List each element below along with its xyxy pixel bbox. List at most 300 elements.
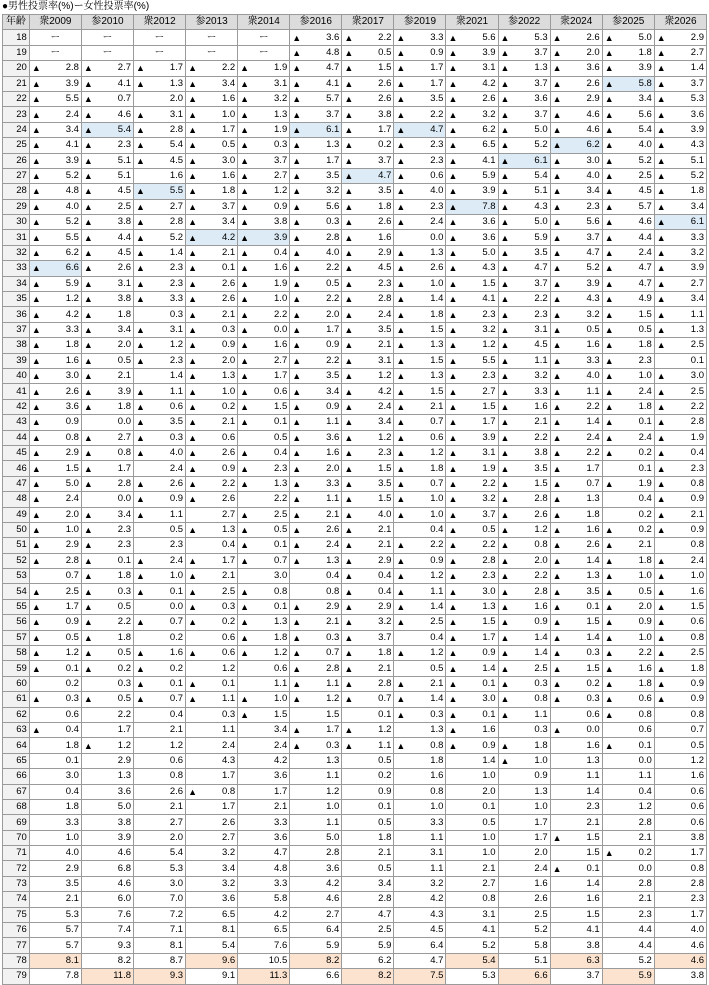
negative-marker: ▲ (604, 478, 614, 489)
cell-number: 1.5 (586, 616, 600, 628)
negative-marker: ▲ (396, 555, 406, 566)
value-cell (550, 292, 602, 307)
negative-marker: ▲ (552, 401, 562, 412)
cell-number: 1.9 (482, 462, 496, 474)
value-cell: 4.7 (238, 846, 290, 861)
value-cell: 8.1 (29, 953, 81, 968)
value-cell (134, 661, 186, 676)
negative-marker: ▲ (240, 509, 250, 520)
negative-marker: ▲ (344, 678, 354, 689)
table-row (3, 569, 707, 584)
value-cell (654, 461, 706, 476)
value-cell (498, 753, 550, 768)
value-cell (498, 322, 550, 337)
cell-number: 1.1 (378, 739, 392, 751)
negative-marker: ▲ (656, 294, 666, 305)
table-row (3, 384, 707, 399)
negative-marker: ▲ (292, 217, 302, 228)
value-cell: 2.2 (238, 492, 290, 507)
value-cell: 4.1 (446, 923, 498, 938)
negative-marker: ▲ (552, 32, 562, 43)
negative-marker: ▲ (31, 617, 41, 628)
negative-marker: ▲ (344, 186, 354, 197)
cell-number: 4.6 (586, 123, 600, 135)
value-cell (342, 492, 394, 507)
cell-number: 1.3 (274, 477, 288, 489)
cell-number: 3.7 (274, 154, 288, 166)
cell-number: 0.9 (430, 46, 444, 58)
cell-number: 2.3 (534, 308, 548, 320)
negative-marker: ▲ (500, 432, 510, 443)
value-cell (498, 107, 550, 122)
value-cell (550, 692, 602, 707)
value-cell (654, 661, 706, 676)
cell-number: 1.0 (534, 754, 548, 766)
value-cell (81, 153, 133, 168)
negative-marker: ▲ (604, 94, 614, 105)
cell-number: 0.6 (638, 693, 652, 705)
cell-number: 1.6 (534, 601, 548, 613)
negative-marker: ▲ (136, 63, 145, 74)
cell-number: 3.9 (65, 154, 79, 166)
negative-marker: ▲ (656, 678, 666, 689)
value-cell: 0.1 (654, 353, 706, 368)
negative-marker: ▲ (344, 140, 354, 151)
cell-number: 5.7 (326, 93, 340, 105)
cell-number: 3.2 (586, 308, 600, 320)
value-cell: ー (186, 45, 238, 60)
cell-number: 2.4 (430, 216, 444, 228)
header-cell: 衆2014 (238, 15, 290, 30)
negative-marker: ▲ (240, 94, 250, 105)
negative-marker: ▲ (344, 386, 354, 397)
negative-marker: ▲ (552, 632, 562, 643)
negative-marker: ▲ (240, 401, 250, 412)
value-cell: 4.6 (81, 876, 133, 891)
cell-number: 1.4 (534, 647, 548, 659)
cell-number: 2.0 (221, 354, 236, 366)
cell-number: 5.5 (482, 354, 496, 366)
cell-number: 0.6 (690, 616, 704, 628)
negative-marker: ▲ (448, 540, 458, 551)
negative-marker: ▲ (604, 309, 614, 320)
cell-number: 1.1 (586, 385, 600, 397)
negative-marker: ▲ (656, 217, 666, 228)
value-cell (342, 261, 394, 276)
cell-number: 1.5 (378, 493, 392, 505)
cell-number: 2.8 (326, 662, 340, 674)
negative-marker: ▲ (292, 525, 302, 536)
cell-number: 2.3 (274, 462, 288, 474)
cell-number: 2.7 (690, 277, 704, 289)
cell-number: 1.4 (430, 601, 444, 613)
cell-number: 2.6 (534, 508, 548, 520)
value-cell (446, 153, 498, 168)
value-cell (602, 599, 654, 614)
cell-number: 0.8 (690, 631, 704, 643)
cell-number: 1.9 (274, 123, 288, 135)
value-cell (654, 276, 706, 291)
negative-marker: ▲ (344, 32, 354, 43)
value-cell: 2.4 (186, 738, 238, 753)
negative-marker: ▲ (604, 617, 614, 628)
negative-marker: ▲ (240, 325, 250, 335)
value-cell (186, 676, 238, 691)
age-cell: 51 (3, 538, 30, 553)
cell-number: 1.8 (638, 677, 652, 689)
value-cell: 1.2 (602, 799, 654, 814)
negative-marker: ▲ (188, 463, 197, 474)
value-cell (238, 76, 290, 91)
value-cell (446, 738, 498, 753)
negative-marker: ▲ (31, 478, 41, 489)
negative-marker: ▲ (396, 678, 406, 689)
age-cell: 37 (3, 322, 30, 337)
cell-number: 1.6 (690, 585, 704, 597)
negative-marker: ▲ (344, 217, 354, 228)
value-cell: 0.0 (602, 861, 654, 876)
cell-number: 1.6 (169, 647, 184, 659)
cell-number: 4.7 (378, 170, 392, 182)
negative-marker: ▲ (240, 78, 250, 89)
value-cell: 5.3 (446, 969, 498, 984)
value-cell: 1.7 (654, 846, 706, 861)
negative-marker: ▲ (83, 386, 93, 397)
value-cell (394, 76, 446, 91)
value-cell: 2.1 (134, 799, 186, 814)
negative-marker: ▲ (344, 78, 354, 89)
cell-number: 2.5 (274, 508, 288, 520)
cell-number: 3.2 (326, 185, 340, 197)
value-cell: 4.7 (394, 953, 446, 968)
header-cell: 衆2009 (29, 15, 81, 30)
negative-marker: ▲ (500, 63, 510, 74)
negative-marker: ▲ (292, 725, 302, 736)
value-cell: 1.1 (550, 769, 602, 784)
value-cell: 3.6 (186, 892, 238, 907)
cell-number: 0.9 (221, 339, 236, 351)
header-cell: 衆2024 (550, 15, 602, 30)
value-cell: 8.2 (81, 953, 133, 968)
negative-marker: ▲ (240, 171, 250, 182)
age-cell: 24 (3, 122, 30, 137)
cell-number: 4.5 (638, 185, 652, 197)
value-cell (498, 492, 550, 507)
value-cell: ー (81, 45, 133, 60)
negative-marker: ▲ (396, 63, 406, 74)
value-cell: 0.1 (602, 461, 654, 476)
value-cell (498, 569, 550, 584)
cell-number: 1.1 (326, 677, 340, 689)
cell-number: 1.2 (378, 431, 392, 443)
cell-number: 0.8 (430, 739, 444, 751)
negative-marker: ▲ (136, 555, 145, 566)
negative-marker: ▲ (552, 663, 562, 674)
value-cell: 0.5 (654, 738, 706, 753)
negative-marker: ▲ (500, 401, 510, 412)
negative-marker: ▲ (500, 478, 510, 489)
negative-marker: ▲ (448, 586, 458, 597)
negative-marker: ▲ (396, 294, 406, 305)
cell-number: 1.2 (274, 185, 288, 197)
value-cell (446, 461, 498, 476)
cell-number: 3.2 (482, 493, 496, 505)
cell-number: 2.3 (482, 370, 496, 382)
negative-marker: ▲ (292, 371, 302, 382)
value-cell: 6.8 (81, 861, 133, 876)
cell-number: 2.0 (326, 462, 340, 474)
value-cell (342, 399, 394, 414)
negative-marker: ▲ (552, 463, 562, 474)
negative-marker: ▲ (500, 217, 510, 228)
age-cell: 62 (3, 707, 30, 722)
value-cell: 6.3 (550, 953, 602, 968)
value-cell: 4.1 (550, 923, 602, 938)
negative-marker: ▲ (292, 63, 302, 74)
value-cell (602, 399, 654, 414)
value-cell (342, 461, 394, 476)
cell-number: 0.5 (221, 139, 236, 151)
negative-marker: ▲ (500, 248, 510, 259)
cell-number: 1.6 (221, 93, 236, 105)
value-cell (602, 138, 654, 153)
value-cell (654, 399, 706, 414)
cell-number: 2.2 (482, 477, 496, 489)
value-cell (654, 630, 706, 645)
value-cell: 2.7 (290, 907, 342, 922)
value-cell: 1.5 (290, 707, 342, 722)
value-cell (29, 646, 81, 661)
value-cell (654, 584, 706, 599)
value-cell (290, 307, 342, 322)
value-cell (290, 338, 342, 353)
negative-marker: ▲ (83, 78, 93, 89)
table-row (3, 738, 707, 753)
value-cell: 0.5 (394, 661, 446, 676)
value-cell (238, 707, 290, 722)
cell-number: 1.3 (482, 601, 496, 613)
value-cell: 0.2 (29, 676, 81, 691)
negative-marker: ▲ (448, 725, 458, 736)
value-cell: 2.1 (342, 846, 394, 861)
value-cell (238, 322, 290, 337)
value-cell (602, 107, 654, 122)
age-cell: 27 (3, 168, 30, 183)
table-row (3, 676, 707, 691)
value-cell (238, 107, 290, 122)
value-cell (186, 153, 238, 168)
value-cell: ー (81, 30, 133, 45)
cell-number: 3.3 (169, 293, 184, 305)
value-cell (446, 445, 498, 460)
value-cell: 0.8 (394, 784, 446, 799)
cell-number: 1.8 (274, 631, 288, 643)
value-cell: 0.2 (342, 769, 394, 784)
negative-marker: ▲ (448, 694, 458, 705)
value-cell (134, 507, 186, 522)
cell-number: 2.5 (690, 339, 704, 351)
value-cell (134, 215, 186, 230)
value-cell (186, 138, 238, 153)
cell-number: 2.0 (638, 601, 652, 613)
negative-marker: ▲ (396, 325, 406, 335)
value-cell (602, 184, 654, 199)
cell-number: 3.7 (534, 46, 548, 58)
cell-number: 1.7 (65, 601, 79, 613)
value-cell (29, 476, 81, 491)
value-cell (29, 630, 81, 645)
cell-number: 5.3 (690, 93, 704, 105)
table-row (3, 245, 707, 260)
cell-number: 1.4 (586, 631, 600, 643)
value-cell (29, 199, 81, 214)
value-cell (394, 261, 446, 276)
cell-number: 3.0 (586, 154, 600, 166)
value-cell: 3.8 (654, 969, 706, 984)
negative-marker: ▲ (240, 602, 250, 613)
negative-marker: ▲ (396, 248, 406, 259)
value-cell (550, 830, 602, 845)
negative-marker: ▲ (31, 417, 41, 428)
value-cell: 4.7 (342, 907, 394, 922)
value-cell: 4.4 (602, 923, 654, 938)
value-cell: 2.0 (134, 91, 186, 106)
cell-number: 0.9 (482, 739, 496, 751)
value-cell (394, 61, 446, 76)
negative-marker: ▲ (656, 509, 666, 520)
value-cell (290, 230, 342, 245)
value-cell (394, 292, 446, 307)
negative-marker: ▲ (604, 248, 614, 259)
value-cell (342, 91, 394, 106)
negative-marker: ▲ (448, 263, 458, 274)
cell-number: 3.6 (534, 93, 548, 105)
value-cell (186, 107, 238, 122)
cell-number: 3.6 (482, 231, 496, 243)
cell-number: 5.1 (534, 185, 548, 197)
value-cell: 2.6 (186, 815, 238, 830)
cell-number: 2.3 (482, 570, 496, 582)
value-cell: 0.2 (602, 507, 654, 522)
negative-marker: ▲ (552, 171, 562, 182)
cell-number: 0.3 (326, 739, 340, 751)
negative-marker: ▲ (656, 525, 666, 536)
negative-marker: ▲ (552, 648, 562, 659)
cell-number: 0.1 (586, 601, 600, 613)
negative-marker: ▲ (31, 509, 41, 520)
value-cell (186, 415, 238, 430)
negative-marker: ▲ (552, 232, 562, 243)
cell-number: 2.7 (274, 170, 288, 182)
cell-number: 1.5 (534, 477, 548, 489)
value-cell: 0.5 (342, 753, 394, 768)
cell-number: 0.3 (586, 647, 600, 659)
value-cell (134, 384, 186, 399)
value-cell (550, 338, 602, 353)
value-cell (29, 415, 81, 430)
value-cell: 8.1 (186, 923, 238, 938)
cell-number: 1.7 (326, 724, 340, 736)
value-cell (446, 415, 498, 430)
negative-marker: ▲ (604, 694, 614, 705)
negative-marker: ▲ (240, 232, 250, 243)
age-cell: 76 (3, 923, 30, 938)
value-cell: 4.2 (238, 753, 290, 768)
negative-marker: ▲ (31, 63, 41, 74)
table-row (3, 599, 707, 614)
age-cell: 74 (3, 892, 30, 907)
table-row (3, 769, 707, 784)
negative-marker: ▲ (292, 463, 302, 474)
header-row (3, 15, 707, 30)
value-cell (81, 615, 133, 630)
negative-marker: ▲ (344, 309, 354, 320)
negative-marker: ▲ (552, 47, 562, 58)
cell-number: 1.3 (274, 108, 288, 120)
table-row (3, 753, 707, 768)
value-cell (290, 676, 342, 691)
negative-marker: ▲ (396, 171, 406, 182)
cell-number: 0.0 (586, 724, 600, 736)
value-cell (186, 522, 238, 537)
cell-number: 2.2 (534, 431, 548, 443)
value-cell (446, 522, 498, 537)
cell-number: 1.0 (430, 277, 444, 289)
value-cell: 1.0 (446, 846, 498, 861)
value-cell (446, 661, 498, 676)
negative-marker: ▲ (656, 263, 666, 274)
negative-marker: ▲ (292, 278, 302, 289)
value-cell (654, 261, 706, 276)
cell-number: 6.6 (65, 262, 79, 274)
value-cell: 1.7 (81, 722, 133, 737)
negative-marker: ▲ (83, 602, 93, 613)
cell-number: 2.4 (169, 554, 184, 566)
value-cell (446, 245, 498, 260)
cell-number: 2.5 (65, 585, 79, 597)
cell-number: 1.5 (430, 385, 444, 397)
age-cell: 60 (3, 676, 30, 691)
value-cell (186, 399, 238, 414)
negative-marker: ▲ (240, 463, 250, 474)
negative-marker: ▲ (500, 540, 510, 551)
value-cell (134, 615, 186, 630)
cell-number: 5.7 (638, 200, 652, 212)
negative-marker: ▲ (604, 571, 614, 582)
negative-marker: ▲ (604, 171, 614, 182)
cell-number: 5.4 (169, 139, 184, 151)
value-cell (29, 399, 81, 414)
cell-number: 3.1 (117, 277, 131, 289)
cell-number: 2.3 (117, 139, 131, 151)
value-cell (602, 445, 654, 460)
cell-number: 1.6 (378, 231, 392, 243)
cell-number: 1.9 (274, 277, 288, 289)
value-cell (238, 122, 290, 137)
value-cell: 5.8 (498, 938, 550, 953)
value-cell (342, 138, 394, 153)
value-cell (238, 630, 290, 645)
cell-number: 1.8 (534, 739, 548, 751)
cell-number: 1.8 (117, 308, 131, 320)
cell-number: 4.0 (430, 185, 444, 197)
cell-number: 2.7 (482, 385, 496, 397)
negative-marker: ▲ (292, 632, 302, 643)
cell-number: 5.2 (65, 170, 79, 182)
value-cell (446, 353, 498, 368)
value-cell (186, 353, 238, 368)
negative-marker: ▲ (240, 694, 250, 705)
